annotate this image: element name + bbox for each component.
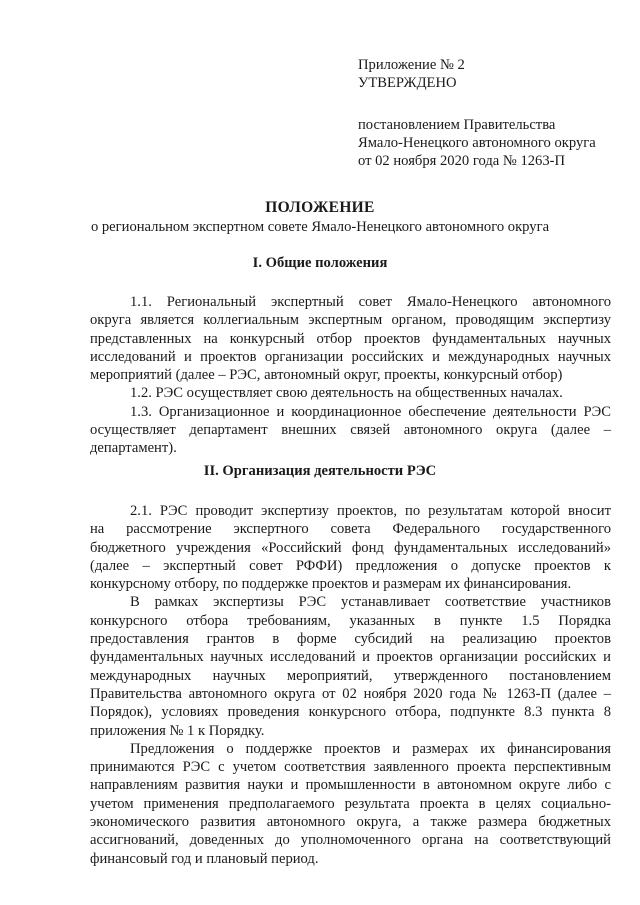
approval-stamp <box>358 56 628 170</box>
paragraph-1-1-line: округа является коллегиальным экспертным органом, проводящим экспертизу <box>90 312 611 329</box>
paragraph-2-2-line: фундаментальных научных исследований и проектов организации российских и <box>90 649 611 666</box>
paragraph-2-1-line: конкурсному отбору, по поддержке проектов и размерам их финансирования. <box>90 576 572 593</box>
section-2-body <box>90 502 611 868</box>
paragraph-1-1-line: мероприятий (далее – РЭС, автономный округ, проекты, конкурсный отбор) <box>90 367 563 384</box>
paragraph-2-1-line: бюджетного учреждения «Российский фонд фундаментальных исследований» <box>90 539 611 556</box>
paragraph-2-1-line: (далее – экспертный совет РФФИ) предложения о допуске проектов к <box>90 557 611 574</box>
section-1-body <box>90 293 611 458</box>
paragraph-2-3-line: экономического развития автономного округа, а также размера бюджетных <box>90 814 611 831</box>
paragraph-2-2-line: международных научных мероприятий, утвержденного постановлением <box>90 667 611 684</box>
paragraph-1-3-line: 1.3. Организационное и координационное обеспечение деятельности РЭС <box>130 403 611 420</box>
paragraph-2-2-line: конкурсного отбора требованиям, указанных в пункте 1.5 Порядка <box>90 612 611 629</box>
paragraph-2-3-line: Предложения о поддержке проектов и размерах их финансирования <box>130 740 611 757</box>
paragraph-2-3-line: направлениям развития науки и промышленности в автономном округе либо с <box>90 777 611 794</box>
resolution-line: постановлением Правительства <box>358 116 556 133</box>
section-2-heading: II. Организация деятельности РЭС <box>203 463 437 479</box>
paragraph-1-1-line: 1.1. Региональный экспертный совет Ямало-Ненецкого автономного <box>130 294 611 310</box>
paragraph-2-1-line: на рассмотрение экспертного совета Федерального государственного <box>90 521 611 538</box>
paragraph-1-2: 1.2. РЭС осуществляет свою деятельность на общественных началах. <box>130 385 563 402</box>
appendix-number: Приложение № 2 <box>358 57 465 73</box>
government-line: Ямало-Ненецкого автономного округа <box>358 134 596 151</box>
paragraph-2-2-line: приложения № 1 к Порядку. <box>90 722 265 739</box>
paragraph-2-2-line: предоставления грантов в форме субсидий на реализацию проектов <box>90 631 611 648</box>
section-1-heading: I. Общие положения <box>252 255 388 271</box>
approved-label: УТВЕРЖДЕНО <box>358 75 457 92</box>
paragraph-2-1-line: 2.1. РЭС проводит экспертизу проектов, по результатам которой вносит <box>130 503 611 519</box>
paragraph-2-3-line: финансовый год и плановый период. <box>90 850 319 867</box>
paragraph-2-3-line: ассигнований, доведенных до уполномоченного органа на соответствующий <box>90 832 611 849</box>
paragraph-1-1-line: исследований и проектов организации российских и международных научных <box>90 348 611 365</box>
paragraph-1-3-line: департамент). <box>90 440 177 457</box>
paragraph-2-2-line: В рамках экспертизы РЭС устанавливает соответствие участников <box>130 594 611 611</box>
paragraph-2-3-line: учетом применения предполагаемого результата проекта в целях социально- <box>90 795 611 812</box>
paragraph-1-3-line: осуществляет департамент внешних связей автономного округа (далее – <box>90 422 611 439</box>
resolution-date: от 02 ноября 2020 года № 1263-П <box>358 153 566 170</box>
paragraph-2-3-line: принимаются РЭС с учетом соответствия заявленного проекта перспективным <box>90 759 611 776</box>
document-subtitle: о региональном экспертном совете Ямало-Ненецкого автономного округа <box>90 219 550 235</box>
document-title: ПОЛОЖЕНИЕ <box>265 199 375 216</box>
paragraph-2-2-line: Порядок), условиях проведения конкурсного отбора, подпункте 8.3 пункта 8 <box>90 704 611 721</box>
paragraph-2-2-line: Правительства автономного округа от 02 ноября 2020 года № 1263-П (далее – <box>90 685 611 702</box>
paragraph-1-1-line: представленных на конкурсный отбор проектов фундаментальных научных <box>90 330 611 347</box>
